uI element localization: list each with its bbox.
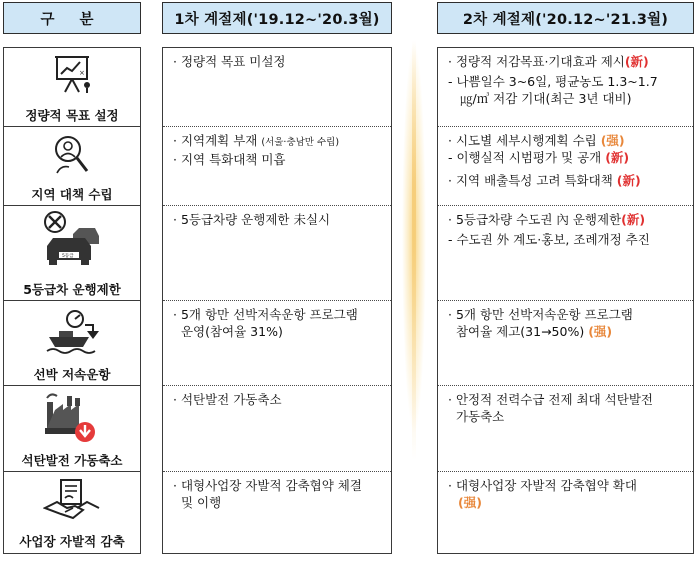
phase1-row-regional — [163, 127, 391, 206]
phase2-text: 가동축소 — [448, 409, 505, 424]
phase2-text: · 대형사업장 자발적 감축협약 확대 — [448, 478, 637, 493]
phase2-text: - 나쁨일수 3~6일, 평균농도 1.3~1.7 — [448, 74, 658, 89]
phase2-text-main: · 지역 배출특성 고려 특화대책 — [448, 173, 613, 188]
phase2-row-coal — [438, 386, 693, 472]
strengthen-tag: (强) — [600, 133, 625, 148]
glow-divider-core — [412, 40, 416, 460]
phase1-text-main: · 지역계획 부재 — [173, 133, 258, 148]
phase2-text — [448, 323, 685, 340]
category-label: 사업장 자발적 감축 — [19, 534, 125, 549]
category-label: 선박 저속운항 — [33, 367, 111, 382]
target-chart-icon — [51, 54, 93, 94]
phase1-text: · 5등급차량 운행제한 未실시 — [173, 212, 331, 227]
category-row-coal — [4, 386, 140, 472]
phase1-text: · 대형사업장 자발적 감축협약 체결 — [173, 478, 362, 493]
phase2-row-regional — [438, 127, 693, 206]
new-tag: (新) — [621, 212, 646, 227]
header-phase2: 2차 계절제('20.12~'21.3월) — [437, 2, 694, 34]
factory-down-icon — [41, 392, 103, 446]
phase2-row-target — [438, 48, 693, 127]
category-label: 5등급차 운행제한 — [23, 282, 121, 297]
phase2-row-vehicle — [438, 206, 693, 301]
new-tag: (新) — [616, 173, 641, 188]
header-phase1: 1차 계절제('19.12~'20.3월) — [162, 2, 392, 34]
phase2-text-main: 참여율 제고(31→50%) — [448, 324, 585, 339]
strengthen-tag: (强) — [458, 495, 482, 510]
ship-speed-icon — [43, 307, 101, 359]
phase2-text — [448, 172, 685, 189]
phase2-text: ㎍/㎥ 저감 기대(최근 3년 대비) — [460, 91, 632, 106]
phase1-text: · 지역 특화대책 미흡 — [173, 152, 286, 167]
phase1-text-sub: (서울·충남만 수립) — [261, 137, 340, 148]
phase1-row-vehicle — [163, 206, 391, 301]
phase1-column — [162, 47, 392, 554]
phase2-text-main: · 시도별 세부시행계획 수립 — [448, 133, 597, 148]
strengthen-tag: (强) — [588, 324, 613, 339]
phase1-text: 운영(참여율 31%) — [173, 324, 283, 339]
category-row-regional — [4, 127, 140, 206]
phase2-text — [448, 132, 685, 149]
category-label: 석탄발전 가동축소 — [21, 453, 123, 468]
phase2-text — [448, 53, 685, 70]
phase2-text — [448, 494, 685, 511]
svg-text:×: × — [79, 69, 85, 77]
svg-text:5등급: 5등급 — [62, 254, 74, 259]
phase1-text: · 석탄발전 가동축소 — [173, 392, 282, 407]
phase2-text: · 안정적 전력수급 전제 최대 석탄발전 — [448, 392, 653, 407]
new-tag: (新) — [605, 150, 630, 165]
category-row-vehicle — [4, 206, 140, 301]
handshake-agreement-icon — [43, 478, 101, 526]
category-label: 지역 대책 수립 — [31, 187, 113, 202]
category-row-target — [4, 48, 140, 127]
phase2-column — [437, 47, 694, 554]
phase2-text — [448, 149, 685, 166]
phase1-row-ship — [163, 301, 391, 386]
restricted-car-icon — [41, 210, 103, 272]
phase1-row-coal — [163, 386, 391, 472]
phase1-text: · 정량적 목표 미설정 — [173, 54, 286, 69]
category-column — [3, 47, 141, 554]
phase1-text — [173, 132, 383, 151]
phase1-row-target — [163, 48, 391, 127]
phase2-text-main: · 정량적 저감목표·기대효과 제시 — [448, 54, 625, 69]
phase2-text-main: · 5등급차량 수도권 內 운행제한 — [448, 212, 622, 227]
phase1-text: · 5개 항만 선박저속운항 프로그램 — [173, 307, 358, 322]
phase2-text — [448, 211, 685, 228]
category-label: 정량적 목표 설정 — [25, 108, 119, 123]
new-tag: (新) — [624, 54, 649, 69]
phase2-text: - 수도권 外 계도·홍보, 조례개정 추진 — [448, 232, 650, 247]
phase2-row-ship — [438, 301, 693, 386]
phase2-row-business — [438, 472, 693, 555]
magnifier-person-icon — [51, 133, 93, 177]
phase1-text: 및 이행 — [173, 495, 222, 510]
phase1-row-business — [163, 472, 391, 555]
header-category: 구 분 — [3, 2, 141, 34]
category-row-business — [4, 472, 140, 555]
phase2-text: · 5개 항만 선박저속운항 프로그램 — [448, 307, 633, 322]
phase2-text-main: - 이행실적 시범평가 및 공개 — [448, 150, 602, 165]
category-row-ship — [4, 301, 140, 386]
